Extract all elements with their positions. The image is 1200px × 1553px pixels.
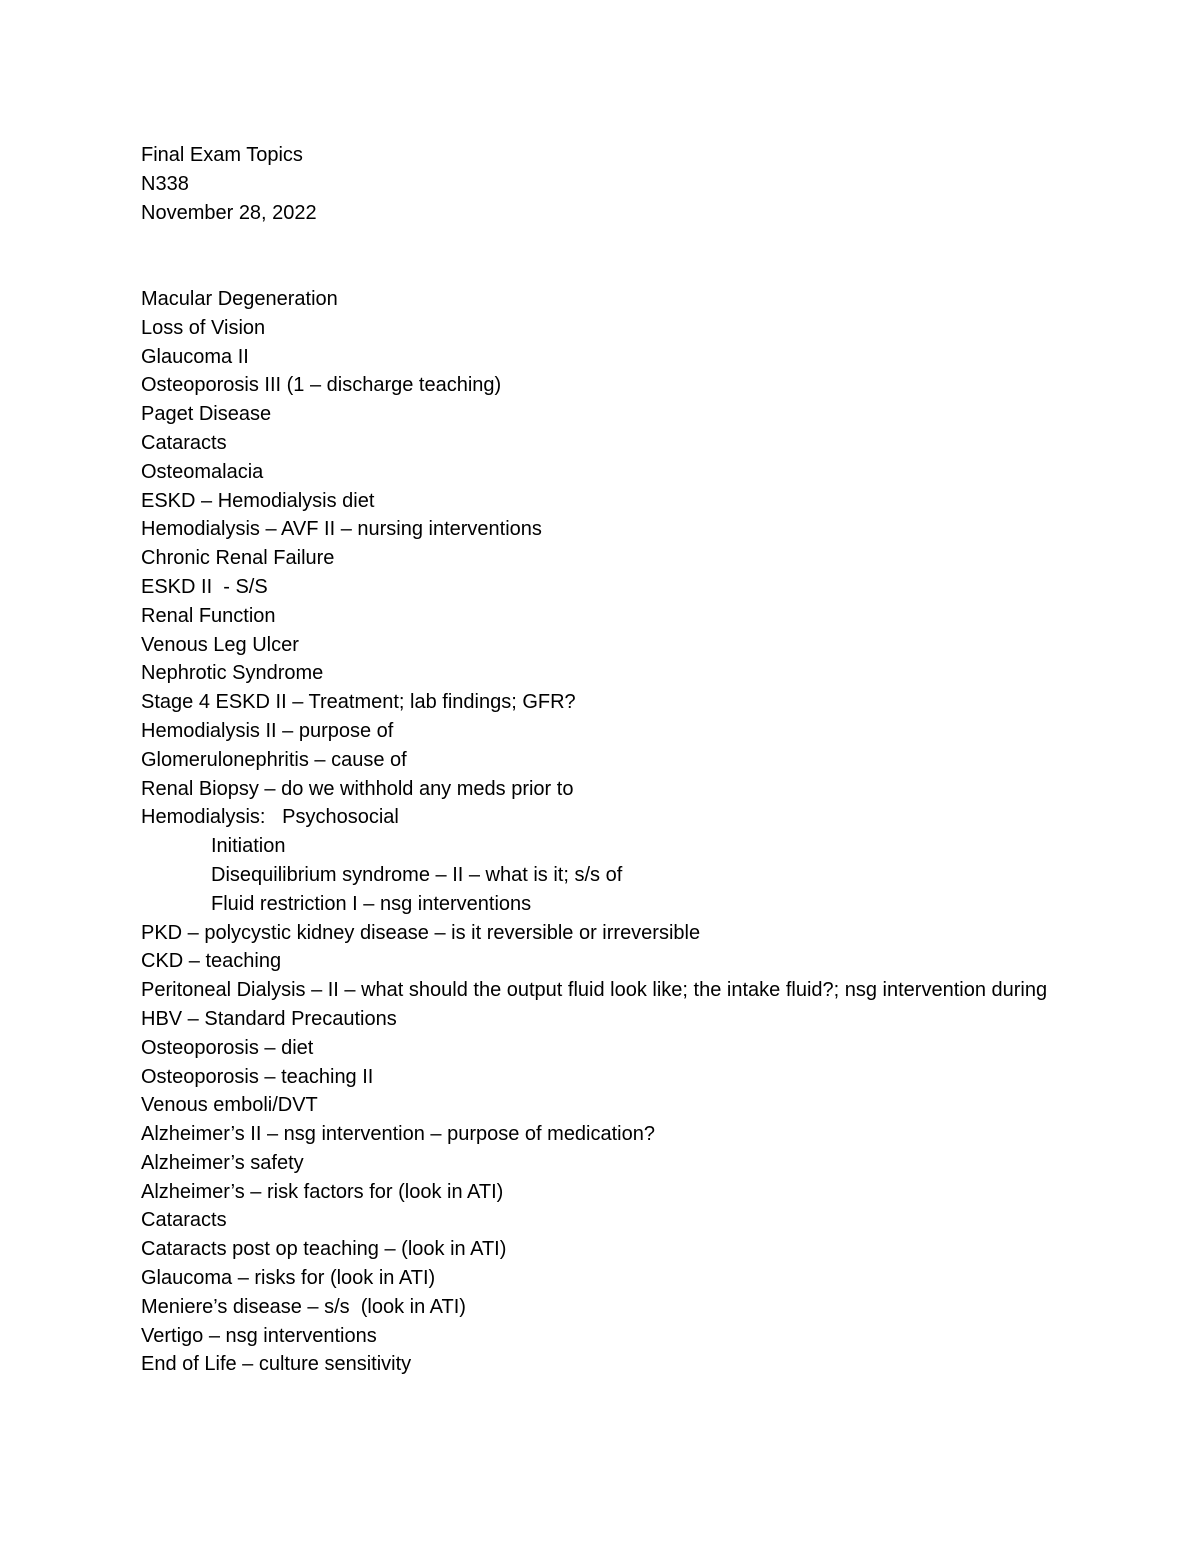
sub-list-item: Disequilibrium syndrome – II – what is it; s/s of [211, 863, 623, 886]
list-item: Glaucoma II [141, 345, 249, 368]
list-item: Paget Disease [141, 403, 272, 426]
list-item: ESKD – Hemodialysis diet [141, 489, 375, 512]
list-item: Macular Degeneration [141, 287, 338, 310]
list-item: Cataracts post op teaching – (look in ATI) [141, 1238, 507, 1261]
list-item: Osteoporosis III (1 – discharge teaching) [141, 374, 502, 397]
list-item: Nephrotic Syndrome [141, 662, 324, 685]
list-item: Peritoneal Dialysis – II – what should the output fluid look like; the intake fluid?; nsg intervention during [141, 979, 1048, 1002]
course-code: N338 [141, 172, 189, 195]
topic-list [141, 285, 1101, 1379]
list-item: Cataracts [141, 431, 227, 454]
list-item: Glomerulonephritis – cause of [141, 748, 407, 771]
sub-list-item: Initiation [211, 835, 286, 858]
list-item: End of Life – culture sensitivity [141, 1353, 412, 1376]
list-item: Alzheimer’s – risk factors for (look in ATI) [141, 1180, 504, 1203]
list-item: Renal Biopsy – do we withhold any meds prior to [141, 777, 574, 800]
list-item: HBV – Standard Precautions [141, 1007, 397, 1030]
list-item: Alzheimer’s II – nsg intervention – purpose of medication? [141, 1123, 655, 1146]
list-item: Meniere’s disease – s/s (look in ATI) [141, 1295, 466, 1318]
document-title: Final Exam Topics [141, 144, 303, 166]
list-item: CKD – teaching [141, 950, 282, 973]
list-item: Cataracts [141, 1209, 227, 1232]
list-item: Osteomalacia [141, 460, 264, 483]
list-item: Osteoporosis – teaching II [141, 1065, 374, 1088]
list-item: Osteoporosis – diet [141, 1036, 314, 1059]
list-item: Stage 4 ESKD II – Treatment; lab findings; GFR? [141, 691, 576, 714]
list-item: Renal Function [141, 604, 276, 627]
list-item: Hemodialysis – AVF II – nursing interventions [141, 518, 542, 541]
list-item: Alzheimer’s safety [141, 1151, 304, 1174]
list-item: Hemodialysis: Psychosocial [141, 806, 399, 829]
list-item: Venous Leg Ulcer [141, 633, 299, 656]
sub-list-item: Fluid restriction I – nsg interventions [211, 892, 532, 915]
list-item: Chronic Renal Failure [141, 547, 335, 570]
list-item: Loss of Vision [141, 316, 266, 339]
list-item: Glaucoma – risks for (look in ATI) [141, 1267, 436, 1290]
blank-space [141, 227, 1101, 285]
list-item: Venous emboli/DVT [141, 1094, 318, 1117]
list-item: PKD – polycystic kidney disease – is it reversible or irreversible [141, 921, 701, 944]
list-item: Vertigo – nsg interventions [141, 1324, 377, 1347]
list-item: Hemodialysis II – purpose of [141, 719, 394, 742]
document-page [141, 141, 1101, 1379]
list-item: ESKD II - S/S [141, 575, 268, 598]
document-date: November 28, 2022 [141, 201, 317, 224]
